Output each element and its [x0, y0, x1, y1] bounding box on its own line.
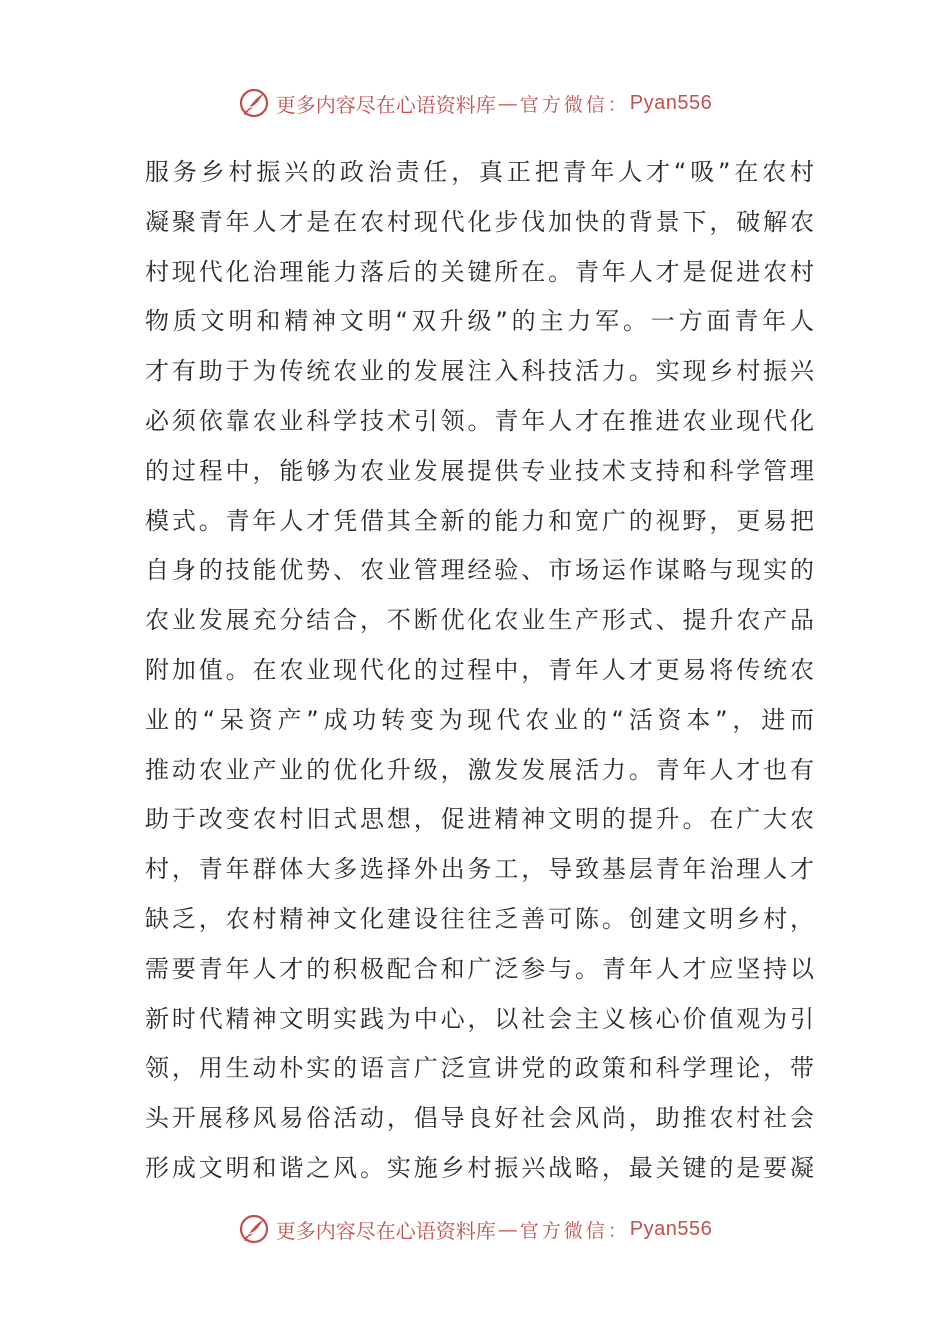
body-line: 模式。青年人才凭借其全新的能力和宽广的视野，更易把	[145, 506, 815, 535]
watermark-site-name: 更多内容尽在心语资料库	[275, 1218, 496, 1243]
body-line: 村，青年群体大多选择外出务工，导致基层青年治理人才	[145, 855, 815, 884]
body-line: 需要青年人才的积极配合和广泛参与。青年人才应坚持以	[145, 954, 815, 983]
header-watermark	[0, 83, 950, 123]
body-line: 的过程中，能够为农业发展提供专业技术支持和科学管理	[145, 456, 815, 485]
body-line: 自身的技能优势、农业管理经验、市场运作谋略与现实的	[145, 556, 815, 585]
body-line: 村现代化治理能力落后的关键所在。青年人才是促进农村	[145, 257, 815, 286]
watermark-wechat-label: 官方微信：	[519, 1219, 630, 1242]
document-body	[145, 148, 815, 1194]
watermark-wechat-id: Pyan556	[629, 1217, 713, 1240]
watermark-site-name: 更多内容尽在心语资料库	[275, 92, 496, 117]
body-line: 业的“呆资产”成功转变为现代农业的“活资本”，进而	[145, 705, 815, 734]
body-line: 缺乏，农村精神文化建设往往乏善可陈。创建文明乡村，	[145, 904, 815, 933]
body-line: 服务乡村振兴的政治责任，真正把青年人才“吸”在农村	[145, 158, 815, 186]
body-line: 推动农业产业的优化升级，激发发展活力。青年人才也有	[145, 755, 815, 784]
body-line: 才有助于为传统农业的发展注入科技活力。实现乡村振兴	[145, 357, 815, 386]
body-line: 头开展移风易俗活动，倡导良好社会风尚，助推农村社会	[145, 1104, 815, 1133]
footer-watermark	[0, 1209, 950, 1249]
body-line: 附加值。在农业现代化的过程中，青年人才更易将传统农	[145, 655, 815, 684]
body-line: 农业发展充分结合，不断优化农业生产形式、提升农产品	[145, 606, 815, 635]
quill-pen-seal-icon	[238, 87, 270, 119]
body-line: 物质文明和精神文明“双升级”的主力军。一方面青年人	[145, 307, 815, 336]
watermark-wechat-label: 官方微信：	[519, 93, 630, 116]
watermark-separator: —	[497, 1217, 518, 1241]
body-line: 凝聚青年人才是在农村现代化步伐加快的背景下，破解农	[145, 207, 815, 236]
body-line: 必须依靠农业科学技术引领。青年人才在推进农业现代化	[145, 406, 815, 435]
watermark-separator: —	[497, 91, 518, 115]
body-line: 助于改变农村旧式思想，促进精神文明的提升。在广大农	[145, 805, 815, 834]
quill-pen-seal-icon	[238, 1213, 270, 1245]
body-line: 领，用生动朴实的语言广泛宣讲党的政策和科学理论，带	[145, 1054, 815, 1083]
body-line: 形成文明和谐之风。实施乡村振兴战略，最关键的是要凝	[145, 1153, 815, 1182]
body-line: 新时代精神文明实践为中心，以社会主义核心价值观为引	[145, 1004, 815, 1033]
watermark-wechat-id: Pyan556	[629, 91, 713, 114]
